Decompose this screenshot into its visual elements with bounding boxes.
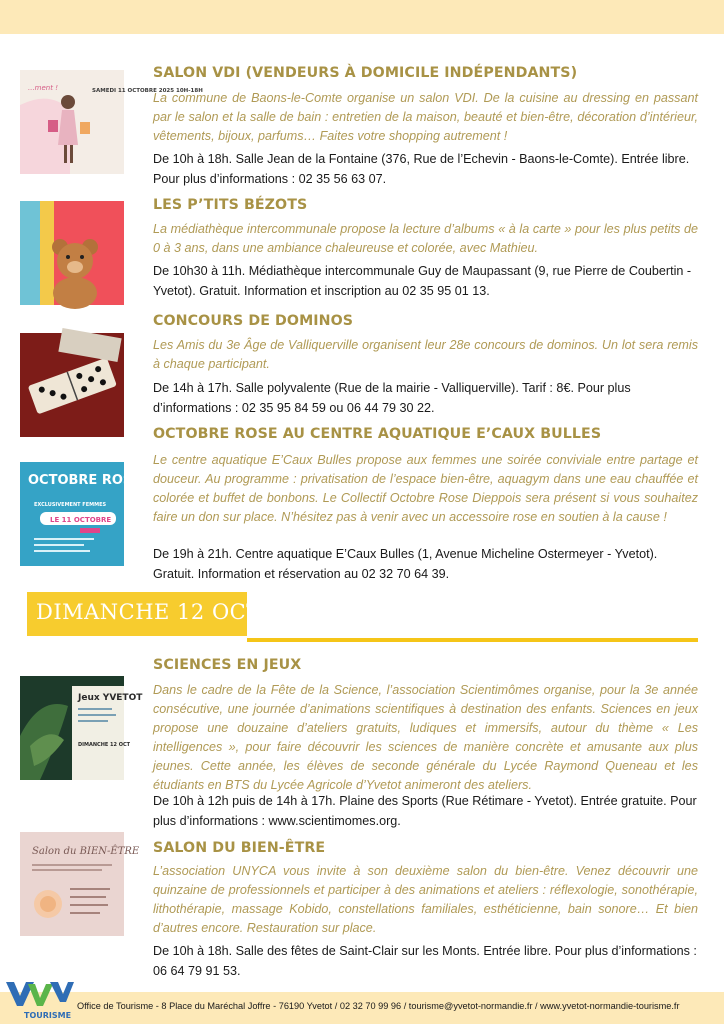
event-title: SCIENCES EN JEUX xyxy=(153,657,302,673)
event-info: De 10h à 18h. Salle des fêtes de Saint-Clair sur les Monts. Entrée libre. Pour plus d’informations : 06 64 79 91 53. xyxy=(153,944,697,978)
event-info: De 14h à 17h. Salle polyvalente (Rue de la mairie - Valliquerville). Tarif : 8€. Pour plus d’informations : 02 35 95 84 59 ou 06 44 79 30 22. xyxy=(153,381,631,415)
event-description: Les Amis du 3e Âge de Valliquerville organisent leur 28e concours de dominos. Un lot sera remis à chaque participant. xyxy=(153,338,698,371)
dominoes-icon xyxy=(20,333,124,437)
event-title: SALON VDI (VENDEURS À DOMICILE INDÉPENDANTS) xyxy=(153,65,578,81)
event-title: CONCOURS DE DOMINOS xyxy=(153,313,354,329)
day-banner-text: DIMANCHE 12 OCTOBRE xyxy=(36,600,327,624)
event-description: L’association UNYCA vous invite à son deuxième salon du bien-être. Venez découvrir une quinzaine de professionnels et participer à des animations et ateliers : réflexologie, sonothérapie, lithothérapie, massage Kobido, constellations familiales, esthéticienne, bain sonore… Et bien d’autres encore. Restauration sur place. xyxy=(153,864,698,935)
footer-contact-text: Office de Tourisme - 8 Place du Maréchal Joffre - 76190 Yvetot / 02 32 70 99 96 / tourisme@yvetot-normandie.fr / www.yvetot-normandie-tourisme.fr xyxy=(77,1001,680,1011)
vdi-date-text: SAMEDI 11 OCTOBRE 2025 10H-18H xyxy=(92,88,203,94)
event-description: La médiathèque intercommunale propose la lecture d’albums « à la carte » pour les plus petits de 0 à 3 ans, dans une ambiance chaleureuse et colorée, avec Mathieu. xyxy=(153,222,698,255)
event-description: Le centre aquatique E’Caux Bulles propose aux femmes une soirée conviviale entre partage et douceur. Au programme : privatisation de l’espace bien-être, aquagym dans une eau chauffée et colorée et buffet de bonbons. Le Collectif Octobre Rose Dieppois sera présent si vous souhaitez faire un don sur place. N’hésitez pas à venir avec un accessoire rose en soutien à la cause ! xyxy=(153,453,698,524)
octobre-title-text: OCTOBRE ROSE xyxy=(28,473,142,488)
svg-text:...ment !: ...ment ! xyxy=(28,84,59,92)
event-info: De 10h30 à 11h. Médiathèque intercommunale Guy de Maupassant (9, rue Pierre de Coubertin - Yvetot). Gratuit. Information et inscription au 02 35 95 01 13. xyxy=(153,264,692,298)
wellness-poster-icon xyxy=(20,832,140,936)
event-info: De 10h à 12h puis de 14h à 17h. Plaine des Sports (Rue Rétimare - Yvetot). Entrée gratuite. Pour plus d’informations : www.scientimomes.org. xyxy=(153,794,697,828)
bienetre-title-text: Salon du BIEN-ÊTRE xyxy=(32,846,140,857)
event-description: Dans le cadre de la Fête de la Science, l’association Scientimômes organise, pour la 3e année consécutive, une journée d’animations scientifiques à destination des enfants. Sciences en jeux propose une douzaine d’ateliers gratuits, ludiques et immersifs, autour du thème « Les intelligences », pour faire découvrir les sciences de manière concrète et amusante aux plus jeunes. Cette année, les élèves de seconde générale du Lycée Raymond Queneau et les étudiants en BTS du Lycée Agricole d’Yvetot animeront des ateliers. xyxy=(153,683,698,792)
sciences-poster-icon xyxy=(20,676,143,780)
day-divider-line xyxy=(247,638,698,642)
event-title: LES P’TITS BÉZOTS xyxy=(153,197,308,213)
yvetot-tourisme-logo xyxy=(4,978,74,1022)
shopping-woman-poster-icon xyxy=(20,70,203,174)
octobre-date-text: LE 11 OCTOBRE xyxy=(50,516,112,524)
sciences-date-text: DIMANCHE 12 OCT xyxy=(78,742,131,748)
teddy-bear-icon xyxy=(20,201,124,305)
top-band xyxy=(0,0,724,34)
event-description: La commune de Baons-le-Comte organise un salon VDI. De la cuisine au dressing en passant par le salon et la salle de bain : entretien de la maison, beauté et bien-être, décoration d’intérieur, vêtements, bijoux, parfums… Faites votre shopping autrement ! xyxy=(153,91,698,143)
octobre-rose-poster-icon xyxy=(20,462,142,566)
event-info: De 19h à 21h. Centre aquatique E’Caux Bulles (1, Avenue Micheline Ostermeyer - Yvetot). Gratuit. Information et réservation au 02 32 70 64 39. xyxy=(153,547,658,581)
logo-text: TOURISME xyxy=(24,1011,72,1020)
octobre-sub-text: EXCLUSIVEMENT FEMMES xyxy=(34,502,107,508)
event-title: OCTOBRE ROSE AU CENTRE AQUATIQUE E’CAUX BULLES xyxy=(153,426,602,442)
sciences-title-text: Jeux YVETOT xyxy=(78,693,143,703)
event-info: De 10h à 18h. Salle Jean de la Fontaine (376, Rue de l’Echevin - Baons-le-Comte). Entrée libre. Pour plus d’informations : 02 35 56 63 07. xyxy=(153,152,690,186)
event-title: SALON DU BIEN-ÊTRE xyxy=(153,840,326,856)
